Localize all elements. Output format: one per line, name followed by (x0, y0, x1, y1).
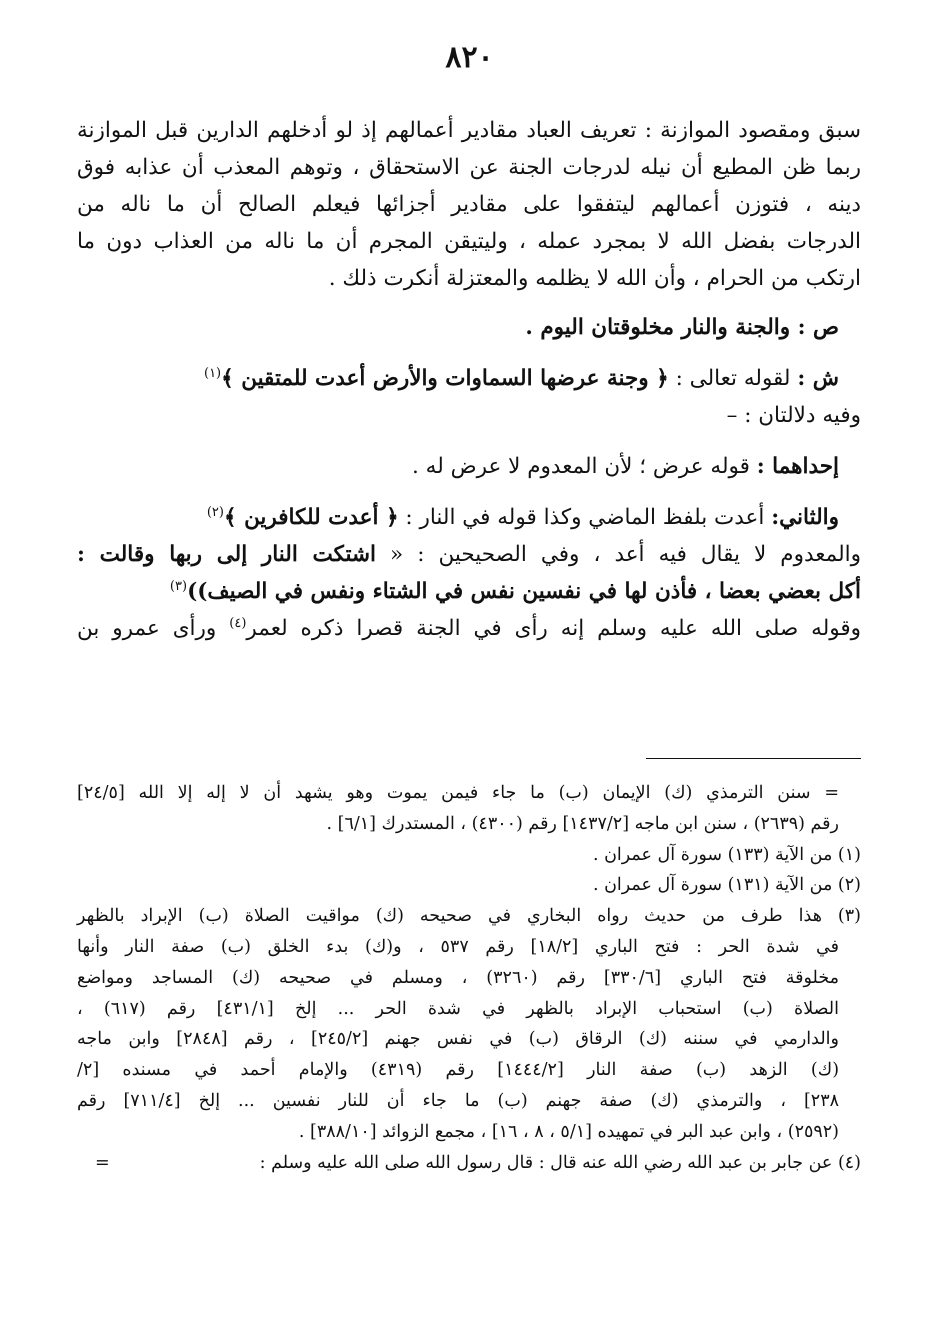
footnote-3-line-6: (ك) الزهد (ب) صفة النار [١٤٤٤/٢] رقم (٤٣١٩) والإمام أحمد في مسنده [٢/ (77, 1060, 840, 1081)
footnotes (77, 778, 861, 1178)
footnote-3-line-1: (٣) هذا طرف من حديث رواه البخاري في صحيحه (ك) مواقيت الصلاة (ب) الإبراد بالظهر (77, 906, 861, 927)
page-number: ٨٢٠ (445, 40, 494, 75)
second-point-verse: ﴿ أعدت للكافرين ﴾ (223, 505, 399, 530)
footnote-ref-3: (٣) (169, 578, 188, 594)
second-point-line-1 (77, 499, 861, 536)
shin-line (77, 360, 861, 397)
second-point-line-3 (77, 573, 861, 610)
footnote-separator (646, 758, 861, 759)
footnote-3-line-2: في شدة الحر : فتح الباري [١٨/٢] رقم ٥٣٧ ، و(ك) بدء الخلق (ب) صفة النار وأنها (77, 936, 839, 957)
footnote-ref-2: (٢) (206, 504, 224, 520)
footnote-ref-4: (٤) (229, 615, 247, 631)
para1-line-5: ارتكب من الحرام ، وأن الله لا يظلمه والمعتزلة أنكرت ذلك . (328, 266, 861, 291)
footnote-3-line-4: الصلاة (ب) استحباب الإبراد بالظهر في شدة الحر ... إلخ [٤٣١/١] رقم (٦١٧) ، (77, 998, 840, 1019)
footnote-3-line-8: (٢٥٩٢) ، وابن عبد البر في تمهيده [٥/١ ، ٨ ، ١٦] ، مجمع الزوائد [٣٨٨/١٠] . (298, 1121, 839, 1142)
para1-line-2: ربما ظن المطيع أن نيله لدرجات الجنة عن الاستحقاق ، وتوهم المعذب أن عذابه فوق (77, 155, 861, 180)
second-point-line-4 (77, 610, 861, 647)
shin-label: ش : (797, 366, 839, 391)
first-point-line (77, 448, 861, 485)
para1-line-4: الدرجات بفضل الله لا بمجرد عمله ، وليتيقن المجرم أن ما ناله من العذاب دون ما (77, 229, 861, 254)
para1-line-1: سبق ومقصود الموازنة : تعريف العباد مقادير أعمالهم إذ لو أدخلهم الدارين قبل الموازنة (77, 118, 861, 143)
second-point-line-4-a: وقوله صلى الله عليه وسلم إنه رأى في الجنة قصرا ذكره لعمر (246, 616, 862, 641)
footnote-3-line-7: ٢٣٨] ، والترمذي (ك) صفة جهنم (ب) ما جاء أن للنار نفسين ... إلخ [٧١١/٤] رقم (77, 1090, 839, 1111)
second-point-line-4-b: ورأى عمرو بن (77, 616, 217, 641)
footnote-2: (٢) من الآية (١٣١) سورة آل عمران . (592, 875, 861, 896)
footnote-3-line-5: والدارمي في سننه (ك) الرقاق (ب) في نفس جهنم [٢٤٥/٢] ، رقم [٢٨٤٨] وابن ماجه (77, 1029, 839, 1050)
hadith-opening: اشتكت النار إلى ربها وقالت : (77, 542, 376, 567)
footnote-3-line-3: مخلوقة فتح الباري [٣٣٠/٦] رقم (٣٢٦٠) ، ومسلم في صحيحه (ك) المساجد ومواضع (77, 967, 839, 988)
para1-line-3: دينه ، فتوزن أعمالهم ليتفقوا على مقادير أجزائها فيعلم الصالح أن ما ناله من (77, 192, 861, 217)
footnote-ref-1: (١) (203, 365, 222, 381)
shin-continuation: وفيه دلالتان : – (726, 403, 861, 428)
second-point-line-2-plain: والمعدوم لا يقال فيه أعد ، وفي الصحيحين : « (390, 542, 861, 567)
main-text (77, 112, 861, 647)
footnote-4 (77, 1148, 861, 1179)
first-point-label: إحداهما : (756, 454, 839, 479)
hadith-text: أكل بعضي بعضا ، فأذن لها في نفسين نفس في الشتاء ونفس في الصيف)) (187, 579, 861, 604)
first-point-text: قوله عرض ؛ لأن المعدوم لا عرض له . (412, 454, 750, 479)
footnote-cont-line-1: = سنن الترمذي (ك) الإيمان (ب) ما جاء فيمن يموت وهو يشهد أن لا إله إلا الله [٢٤/٥] (77, 783, 839, 803)
footnote-cont-line-2: رقم (٢٦٣٩) ، سنن ابن ماجه [١٤٣٧/٢] رقم (٤٣٠٠) ، المستدرك [٦/١] . (326, 813, 839, 834)
shin-verse: ﴿ وجنة عرضها السماوات والأرض أعدت للمتقين ﴾ (221, 366, 669, 391)
footnote-4-text: (٤) عن جابر بن عبد الله رضي الله عنه قال : قال رسول الله صلى الله عليه وسلم : (259, 1152, 861, 1173)
second-point-text: أعدت بلفظ الماضي وكذا قوله في النار : (405, 505, 765, 530)
second-point-label: والثاني: (771, 505, 839, 530)
shin-intro: لقوله تعالى : (675, 366, 791, 391)
continuation-mark: = (95, 1152, 110, 1173)
second-point-line-2 (77, 536, 861, 573)
sad-line: ص : والجنة والنار مخلوقتان اليوم . (525, 315, 839, 340)
footnote-1: (١) من الآية (١٣٣) سورة آل عمران . (592, 844, 861, 865)
